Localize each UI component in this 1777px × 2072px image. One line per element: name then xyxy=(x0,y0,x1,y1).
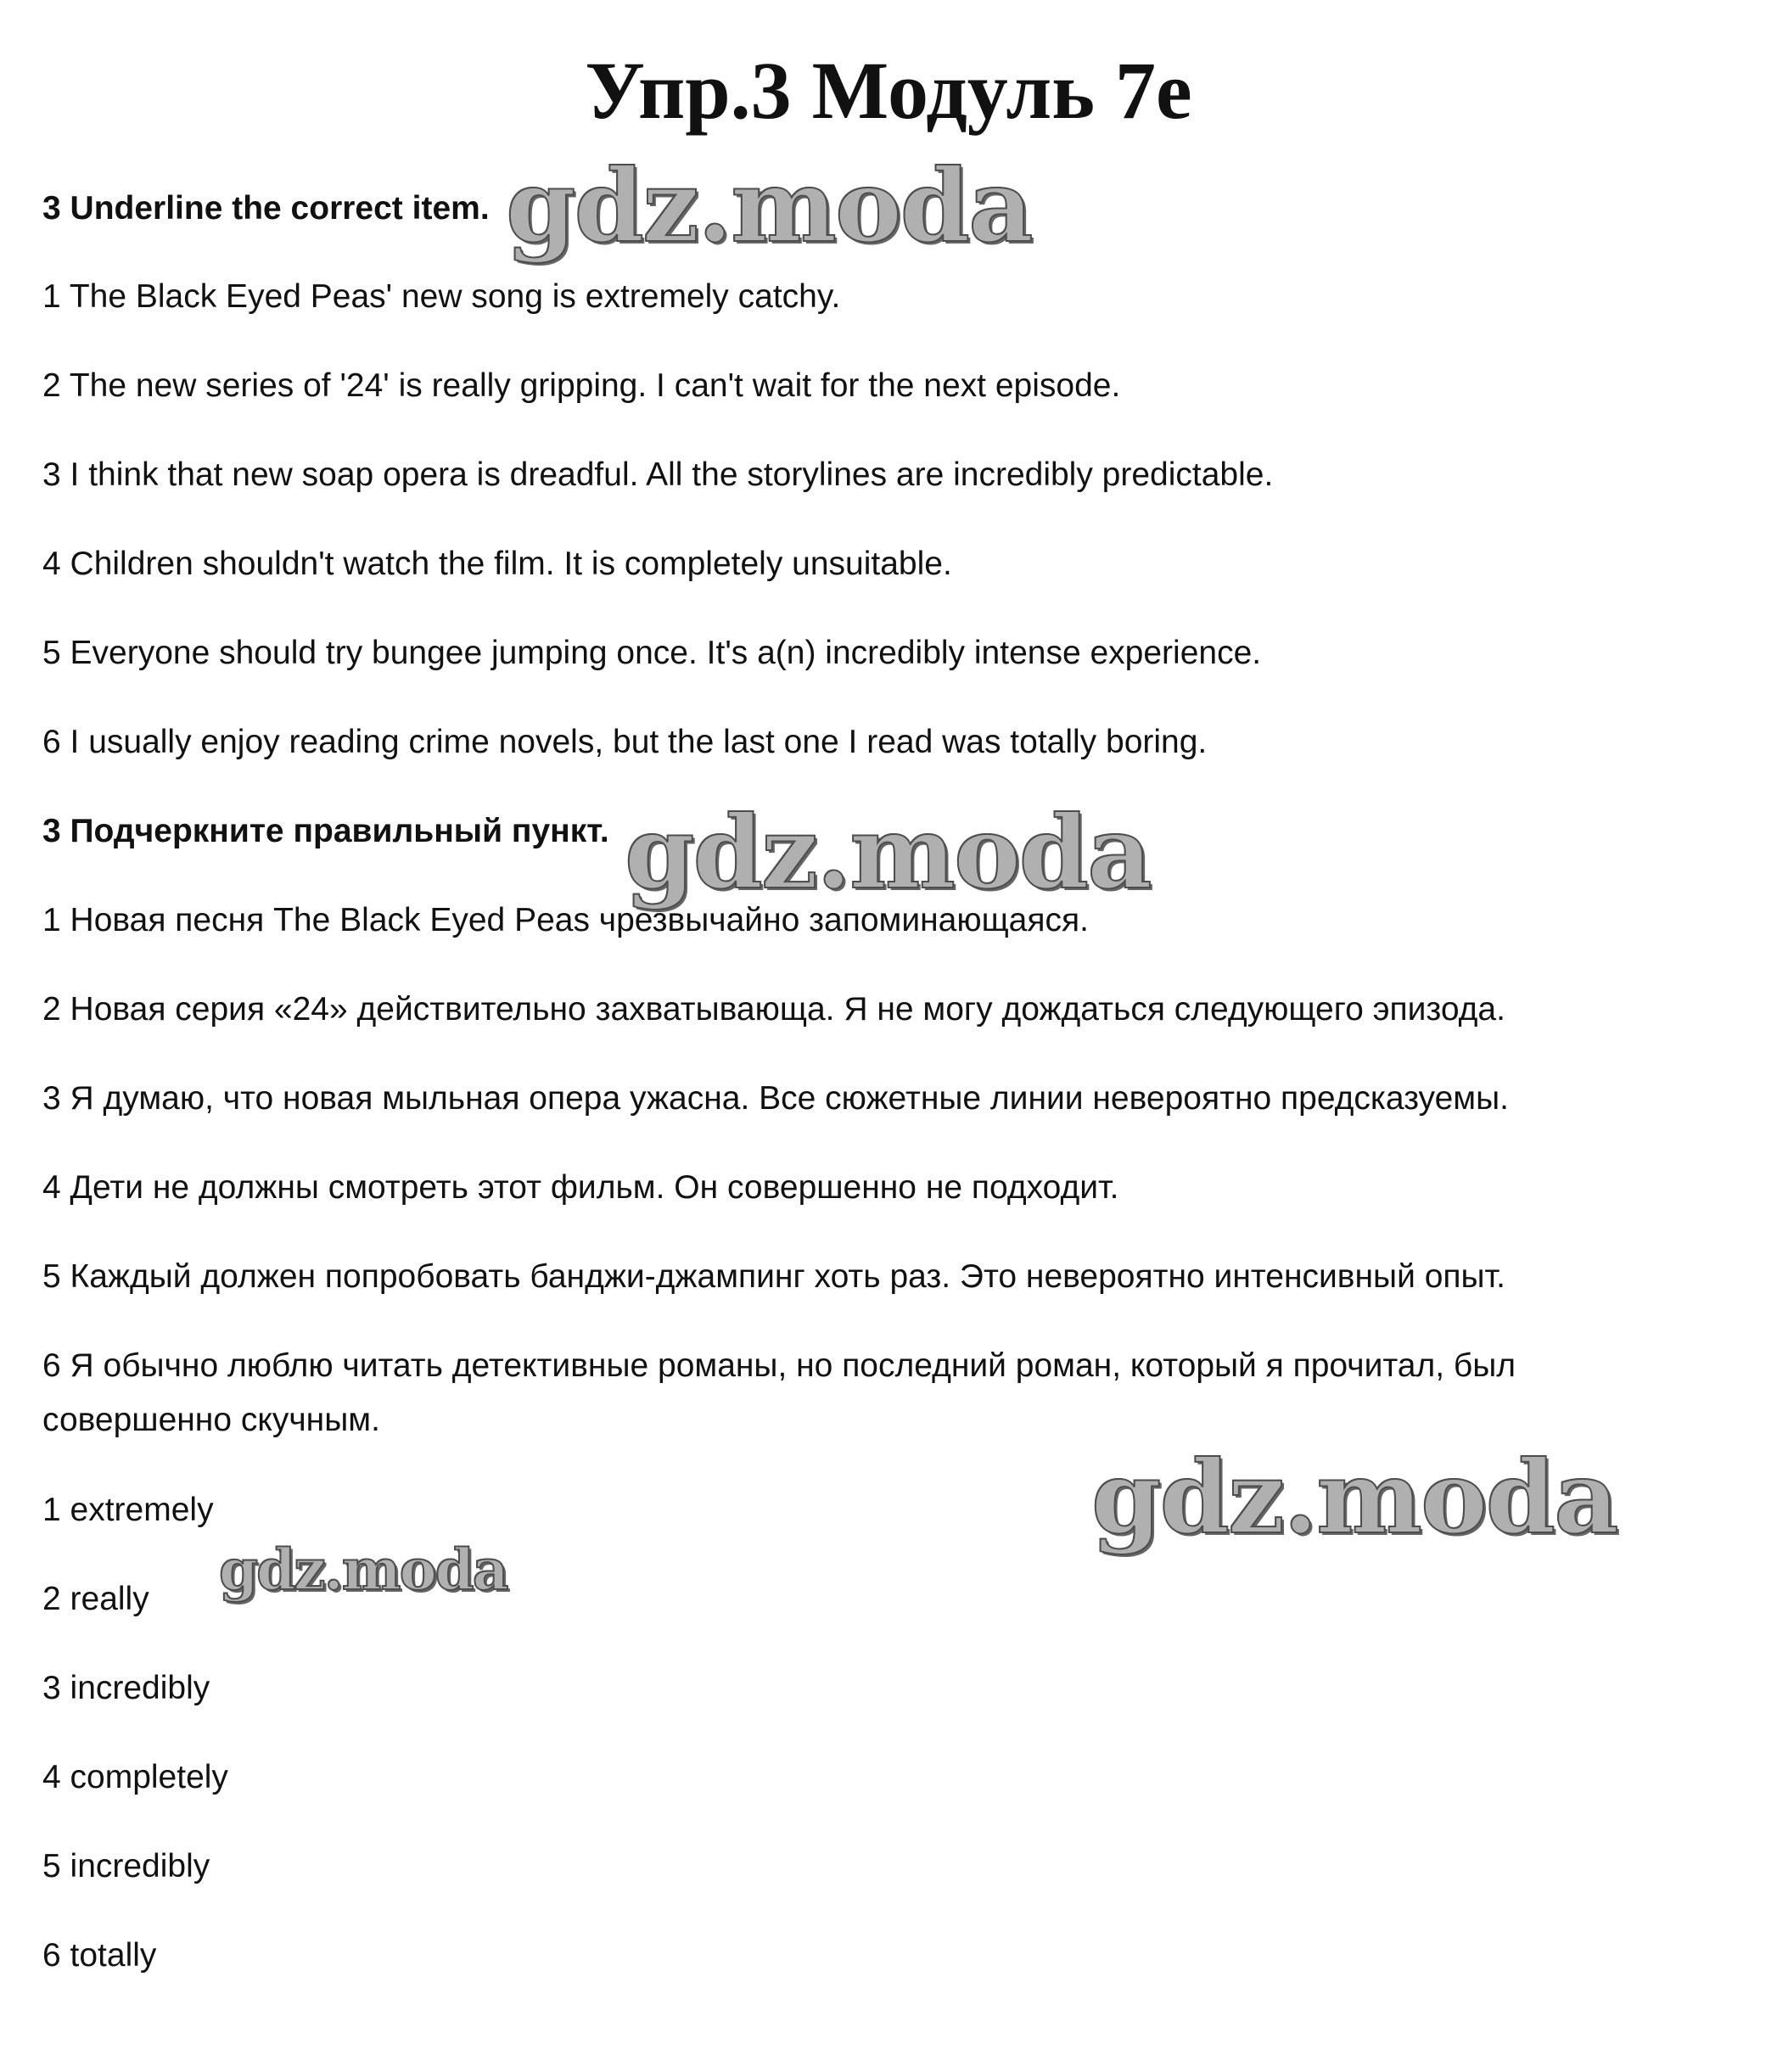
answer-4: 4 completely xyxy=(42,1759,228,1795)
russian-item-1: 1 Новая песня The Black Eyed Peas чрезвычайно запоминающаяся. xyxy=(42,902,1089,938)
russian-item-2: 2 Новая серия «24» действительно захватывающа. Я не могу дождаться следующего эпизода. xyxy=(42,991,1505,1028)
english-item-2: 2 The new series of '24' is really gripping. I can't wait for the next episode. xyxy=(42,367,1121,404)
russian-item-4: 4 Дети не должны смотреть этот фильм. Он совершенно не подходит. xyxy=(42,1169,1119,1206)
watermark-logo: gdz.moda xyxy=(506,147,1032,265)
answer-3: 3 incredibly xyxy=(42,1670,210,1706)
answer-2: 2 really xyxy=(42,1581,149,1617)
answer-1: 1 extremely xyxy=(42,1492,214,1528)
watermark-logo: gdz.moda xyxy=(625,793,1151,911)
english-heading: 3 Underline the correct item. xyxy=(42,190,490,227)
english-item-5: 5 Everyone should try bungee jumping once. It's a(n) incredibly intense experience. xyxy=(42,635,1262,671)
russian-item-6: 6 Я обычно люблю читать детективные романы, но последний роман, который я прочитал, был совершенно скучным. xyxy=(42,1347,1516,1438)
english-item-6: 6 I usually enjoy reading crime novels, but the last one I read was totally boring. xyxy=(42,724,1208,760)
watermark-logo: gdz.moda xyxy=(219,1537,507,1603)
answer-5: 5 incredibly xyxy=(42,1848,210,1884)
english-item-3: 3 I think that new soap opera is dreadful. All the storylines are incredibly predictable. xyxy=(42,456,1274,493)
russian-item-5: 5 Каждый должен попробовать банджи-джампинг хоть раз. Это невероятно интенсивный опыт. xyxy=(42,1258,1505,1295)
english-item-4: 4 Children shouldn't watch the film. It is completely unsuitable. xyxy=(42,546,952,582)
watermark-logo: gdz.moda xyxy=(1091,1438,1617,1556)
page-title: Упр.3 Модуль 7е xyxy=(585,45,1192,136)
english-item-1: 1 The Black Eyed Peas' new song is extremely catchy. xyxy=(42,278,841,315)
answer-6: 6 totally xyxy=(42,1937,157,1974)
russian-heading: 3 Подчеркните правильный пункт. xyxy=(42,813,609,849)
russian-item-3: 3 Я думаю, что новая мыльная опера ужасна. Все сюжетные линии невероятно предсказуемы. xyxy=(42,1080,1509,1117)
